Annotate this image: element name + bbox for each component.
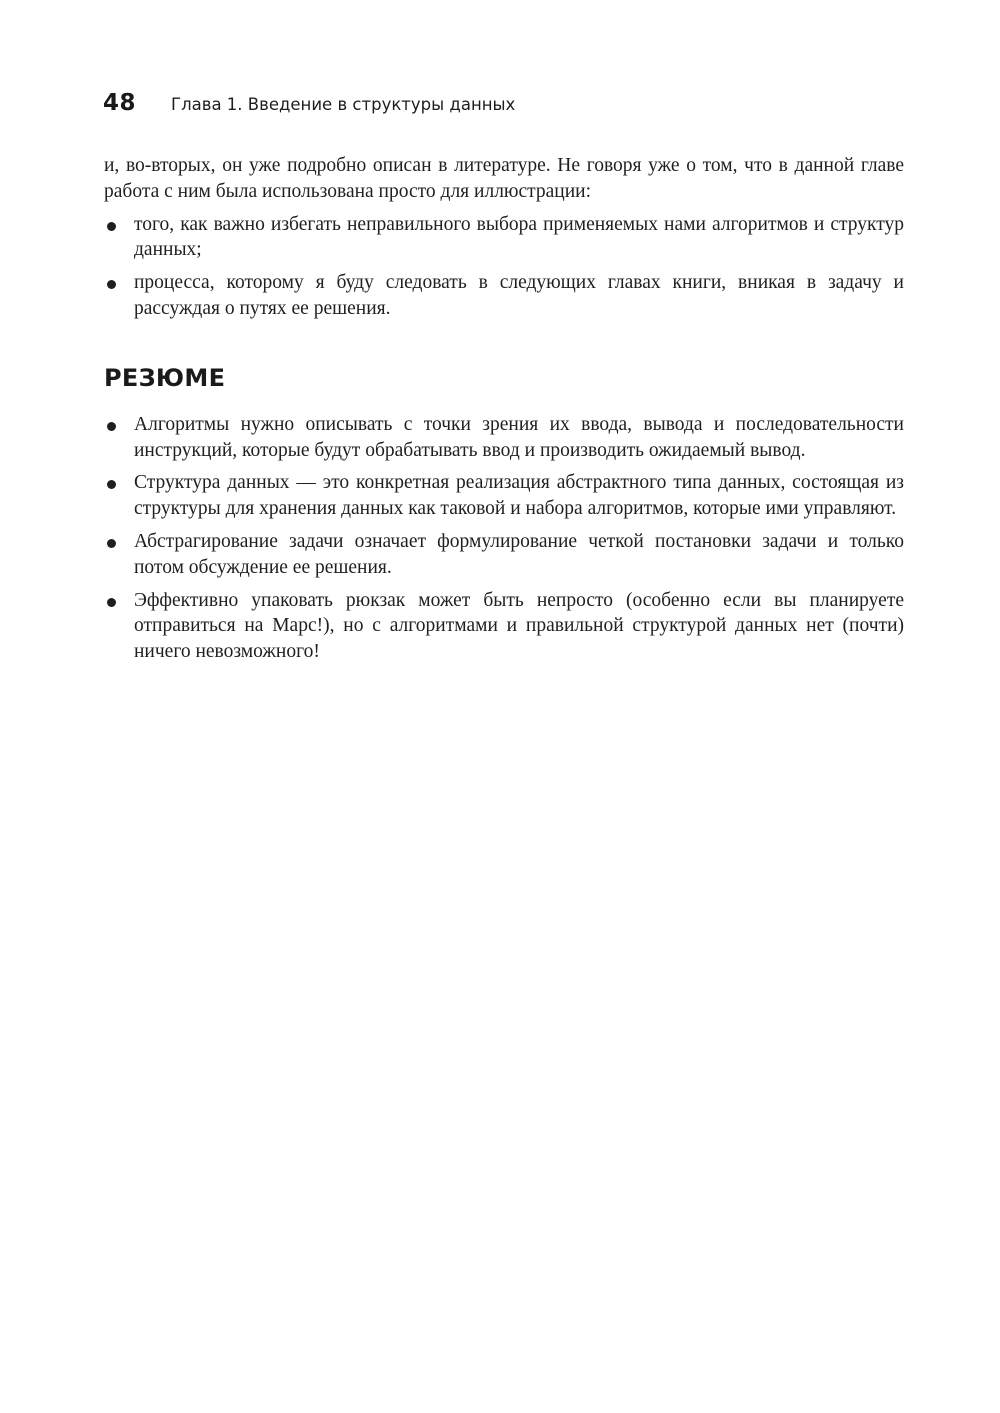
list-item [104,588,904,665]
bullet-icon [107,222,116,231]
list-item-text: процесса, которому я буду следовать в следующих главах книги, вникая в задачу и рассуждая о путях ее решения. [134,272,904,319]
bullet-icon [107,539,116,548]
list-item [104,270,904,322]
list-item [104,529,904,581]
intro-paragraph: и, во-вторых, он уже подробно описан в литературе. Не говоря уже о том, что в данной главе работа с ним была использована просто для иллюстрации: [104,155,904,202]
summary-bullet-list [104,412,904,665]
list-item-text: Абстрагирование задачи означает формулирование четкой постановки задачи и только потом обсуждение ее решения. [134,530,904,578]
list-item [104,470,904,522]
list-item-text: Алгоритмы нужно описывать с точки зрения их ввода, вывода и последовательности инструкций, которые будут обрабатывать ввод и производить ожидаемый вывод. [134,413,904,461]
list-item [104,212,904,264]
page-body [104,153,904,672]
list-item-text: Эффективно упаковать рюкзак может быть непросто (особенно если вы планируете отправиться на Марс!), но с алгоритмами и правильной структурой данных нет (почти) ничего невозможного! [134,589,904,663]
list-item-text: того, как важно избегать неправильного выбора применяемых нами алгоритмов и структур данных; [134,213,904,261]
list-item [104,412,904,464]
page-header [103,86,903,122]
bullet-icon [107,598,116,607]
bullet-icon [107,422,116,431]
page-number: 48 [103,90,137,116]
bullet-icon [107,480,116,489]
running-head: Глава 1. Введение в структуры данных [171,95,516,114]
bullet-icon [107,280,116,289]
intro-bullet-list [104,212,904,322]
section-title: РЕЗЮМЕ [104,363,226,392]
list-item-text: Структура данных — это конкретная реализация абстрактного типа данных, состоящая из структуры для хранения данных как таковой и набора алгоритмов, которые ими управляют. [134,472,904,520]
